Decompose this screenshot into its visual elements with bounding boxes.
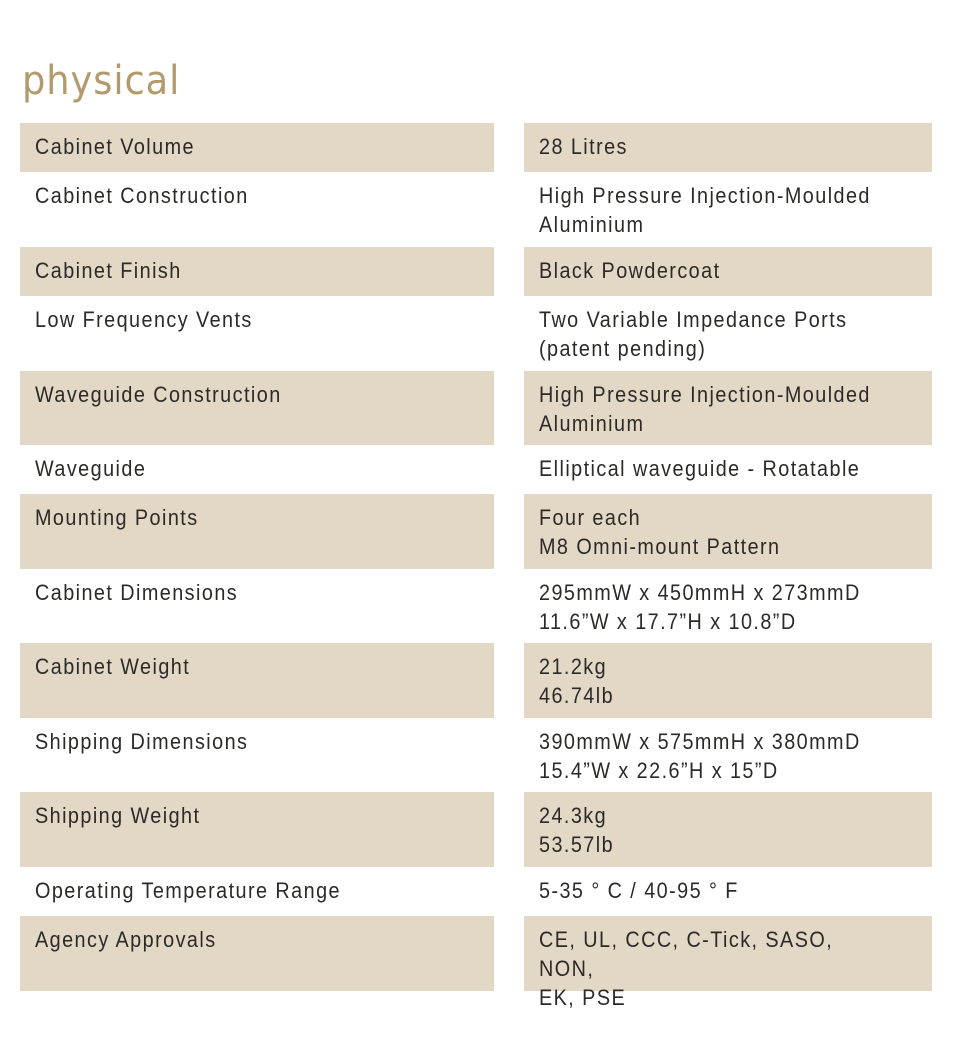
spec-row <box>20 643 932 718</box>
spec-value: 295mmW x 450mmH x 273mmD 11.6”W x 17.7”H x 10.8”D <box>539 580 861 634</box>
spec-label: Waveguide Construction <box>35 382 282 407</box>
spec-value: Black Powdercoat <box>539 258 721 283</box>
spec-label: Mounting Points <box>35 505 199 530</box>
spec-row <box>20 867 932 916</box>
spec-row <box>20 445 932 494</box>
spec-value: 24.3kg 53.57lb <box>539 803 615 857</box>
spec-value: High Pressure Injection-Moulded Aluminium <box>539 183 871 237</box>
spec-label: Low Frequency Vents <box>35 307 253 332</box>
spec-label: Shipping Weight <box>35 803 201 828</box>
section-title: physical <box>22 58 181 104</box>
spec-value: High Pressure Injection-Moulded Aluminium <box>539 382 871 436</box>
spec-row <box>20 792 932 867</box>
specs-table <box>20 123 932 1010</box>
spec-label: Shipping Dimensions <box>35 729 249 754</box>
spec-row <box>20 172 932 247</box>
spec-row <box>20 916 932 1010</box>
spec-value: 21.2kg 46.74lb <box>539 654 615 708</box>
spec-row <box>20 371 932 445</box>
spec-label: Cabinet Weight <box>35 654 191 679</box>
spec-label: Cabinet Construction <box>35 183 249 208</box>
spec-label: Cabinet Dimensions <box>35 580 239 605</box>
spec-row <box>20 296 932 371</box>
spec-row <box>20 494 932 569</box>
spec-row <box>20 123 932 172</box>
spec-value: Two Variable Impedance Ports (patent pending) <box>539 307 848 361</box>
spec-label: Operating Temperature Range <box>35 878 341 903</box>
spec-label: Agency Approvals <box>35 927 217 952</box>
spec-value: CE, UL, CCC, C-Tick, SASO, NON, EK, PSE <box>539 927 834 1010</box>
spec-label: Cabinet Volume <box>35 134 195 159</box>
spec-value: Elliptical waveguide - Rotatable <box>539 456 861 481</box>
spec-value: 390mmW x 575mmH x 380mmD 15.4”W x 22.6”H x 15”D <box>539 729 861 783</box>
spec-value: 28 Litres <box>539 134 628 159</box>
spec-value: 5-35 ° C / 40-95 ° F <box>539 878 739 903</box>
spec-label: Cabinet Finish <box>35 258 182 283</box>
spec-label: Waveguide <box>35 456 147 481</box>
spec-row <box>20 569 932 643</box>
spec-row <box>20 718 932 792</box>
spec-value: Four each M8 Omni-mount Pattern <box>539 505 781 559</box>
spec-row <box>20 247 932 296</box>
